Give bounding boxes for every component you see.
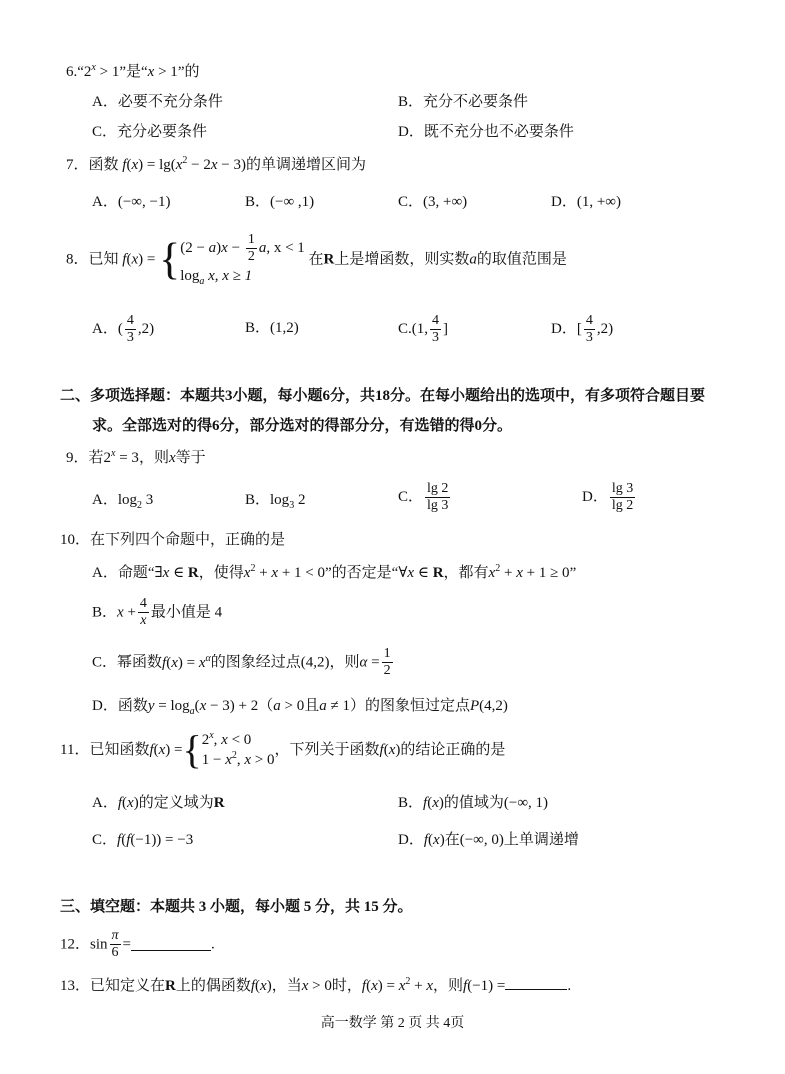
- q6-option-d: D．既不充分也不必要条件: [398, 124, 574, 140]
- q9-option-a: A．$\log_2 3$: [92, 492, 154, 511]
- q6-option-c: C．充分必要条件: [92, 124, 208, 140]
- question-8-stem: 8．已知 f(x) = { (2 − a)x − $\frac{1}{2}$ a, x < 1 $\log_a x$, x ≥ 1 在R上是增函数，则实数a的取值范围是: [66, 232, 567, 287]
- q9-option-d: D． $\frac{\lg 3}{\lg 2}$: [582, 481, 634, 513]
- section-3-heading: 三、填空题：本题共 3 小题，每小题 5 分，共 15 分。: [60, 899, 413, 915]
- q10-option-b: B．x + $\frac{4}{x}$ 最小值是 4: [92, 596, 223, 628]
- question-11-stem: 11．已知函数f(x) ={ 2$^x$, x < 0 $1 - x^2$, x > 0 ，下列关于函数f(x)的结论正确的是: [60, 727, 506, 772]
- section-2-heading: 二、多项选择题：本题共3小题，每小题6分，共18分。在每小题给出的选项中，有多项符合题目要: [60, 388, 706, 404]
- q8-option-b: B．(1,2): [245, 320, 299, 336]
- q9-option-b: B．$\log_3 2$: [245, 492, 306, 511]
- q7-option-b: B．(−∞ ,1): [245, 194, 315, 210]
- question-7-stem: 7．函数 $f(x) = \lg(x^2 - 2x - 3)$的单调递增区间为: [66, 155, 367, 173]
- q8-option-c: C.(1, $\frac{4}{3}$ ]: [398, 313, 449, 345]
- q11-option-d: D．f(x)在(−∞, 0)上单调递增: [398, 832, 579, 848]
- answer-blank[interactable]: [505, 977, 567, 990]
- q8-option-d: D．[ $\frac{4}{3}$ ,2): [551, 313, 614, 345]
- q8-option-a: A．( $\frac{4}{3}$ ,2): [92, 313, 155, 345]
- question-12-stem: 12．sin $\frac{\pi}{6}$ = .: [60, 928, 215, 960]
- piecewise-definition: (2 − a)x − $\frac{1}{2}$ a, x < 1 $\log_a x$, x ≥ 1: [180, 232, 305, 287]
- question-9-stem: 9．若$2^x = 3$，则x等于: [66, 448, 206, 466]
- q9-option-c: C． $\frac{\lg 2}{\lg 3}$: [398, 481, 449, 513]
- question-13-stem: 13．已知定义在R上的偶函数f(x)，当x > 0时，$f(x) = x^2 + x$，则f(−1) = .: [60, 976, 572, 994]
- section-2-heading-cont: 求。全部选对的得6分，部分选对的得部分分，有选错的得0分。: [92, 418, 513, 434]
- q6-option-a: A．必要不充分条件: [92, 94, 223, 110]
- page-footer: 高一数学 第 2 页 共 4页: [320, 1016, 465, 1031]
- q11-option-a: A．f(x)的定义域为R: [92, 795, 225, 811]
- q7-option-d: D．(1, +∞): [551, 194, 621, 210]
- q11-option-b: B．f(x)的值域为(−∞, 1): [398, 795, 549, 811]
- q11-option-c: C．f(f(−1)) = −3: [92, 832, 194, 848]
- q6-option-b: B．充分不必要条件: [398, 94, 529, 110]
- piecewise-brace: {: [159, 234, 181, 284]
- q10-option-a: A．命题“∃x ∈ R，使得$x^2 + x + 1 < 0$”的否定是“∀x ∈ R，都有$x^2 + x + 1 \ge 0$”: [92, 563, 577, 581]
- answer-blank[interactable]: [131, 938, 211, 951]
- question-6-stem: $6.“2^x > 1$”是“x > 1”的: [66, 62, 200, 80]
- q10-option-d: D．函数$y = \log_a(x - 3) + 2(a > 0$且a ≠ 1）的图象恒过定点P(4,2): [92, 698, 508, 717]
- q10-option-c: C．幂函数$f(x) = x^\alpha$的图象经过点(4,2)，则α = $\frac{1}{2}$: [92, 646, 391, 678]
- q7-option-c: C．(3, +∞): [398, 194, 468, 210]
- q7-option-a: A．(−∞, −1): [92, 194, 171, 210]
- question-number: 6.: [66, 64, 78, 80]
- question-10-stem: 10．在下列四个命题中，正确的是: [60, 532, 286, 548]
